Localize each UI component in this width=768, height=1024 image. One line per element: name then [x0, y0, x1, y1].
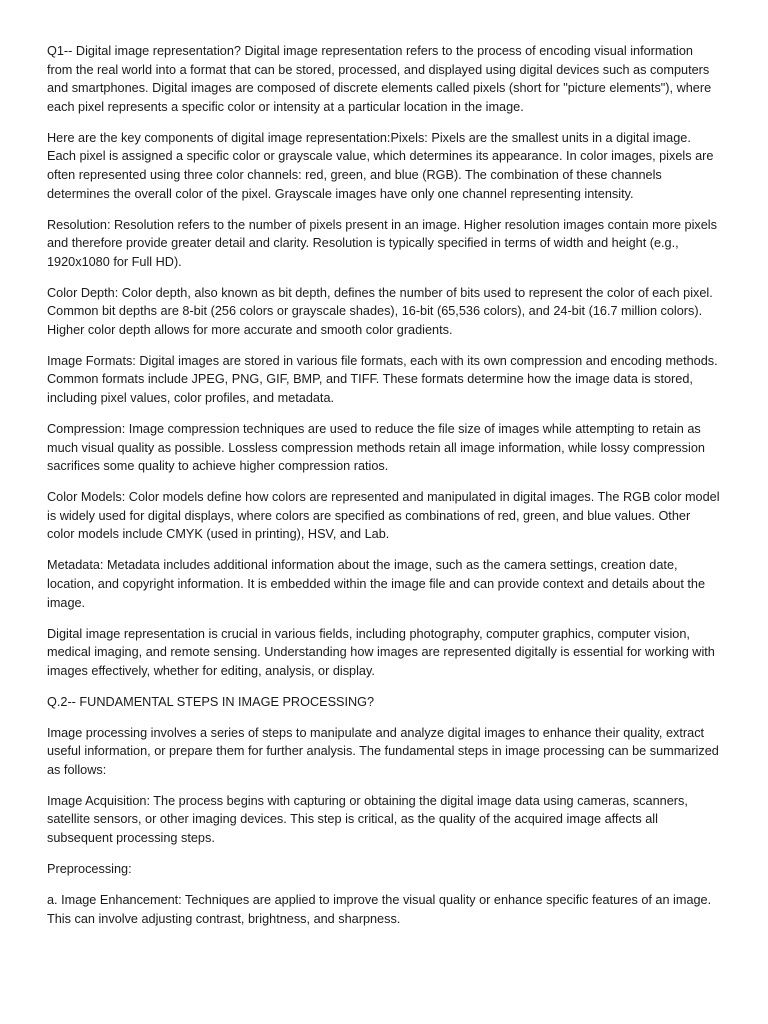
paragraph-processing-intro: Image processing involves a series of steps to manipulate and analyze digital images to enhance their quality, extract useful information, or prepare them for further analysis. The fundamental steps in image processing can be summarized as follows: — [47, 725, 719, 777]
paragraph-image-acquisition: Image Acquisition: The process begins with capturing or obtaining the digital image data using cameras, scanners, satellite sensors, or other imaging devices. This step is critical, as the quality of the acquired image affects all subsequent processing steps. — [47, 793, 688, 846]
paragraph-color-depth: Color Depth: Color depth, also known as bit depth, defines the number of bits used to represent the color of each pixel. Common bit depths are 8-bit (256 colors or grayscale shades), 16-bit (65,536 colors), and 24-bit (16.7 million colors). Higher color depth allows for more accurate and smooth color gradients. — [47, 285, 713, 337]
paragraph-image-enhancement: a. Image Enhancement: Techniques are applied to improve the visual quality or enhance specific features of an image. This can involve adjusting contrast, brightness, and sharpness. — [47, 893, 712, 926]
paragraph-metadata: Metadata: Metadata includes additional information about the image, such as the camera settings, creation date, location, and copyright information. It is embedded within the image file and can provide context and details about the image. — [47, 558, 706, 610]
paragraph-summary: Digital image representation is crucial in various fields, including photography, computer graphics, computer vision, medical imaging, and remote sensing. Understanding how images are represented digitally is essential for working with images effectively, whether for editing, analysis, or display. — [47, 626, 715, 678]
paragraph-compression: Compression: Image compression techniques are used to reduce the file size of images while attempting to retain as much visual quality as possible. Lossless compression methods retain all image information, while lossy compression sacrifices some quality to achieve higher compression ratios. — [47, 422, 705, 474]
paragraph-preprocessing: Preprocessing: — [47, 862, 132, 877]
paragraph-color-models: Color Models: Color models define how colors are represented and manipulated in digital images. The RGB color model is widely used for digital displays, where colors are specified as combinations of red, green, and blue values. Other color models include CMYK (used in printing), HSV, and Lab. — [47, 490, 720, 542]
paragraph-pixels: Here are the key components of digital image representation:Pixels: Pixels are the smallest units in a digital image. Each pixel is assigned a specific color or grayscale value, which determines its appearance. In color images, pixels are often represented using three color channels: red, green, and blue (RGB). The combination of these channels determines the overall color of the pixel. Grayscale images have only one channel representing intensity. — [47, 130, 714, 201]
paragraph-q1-intro: Q1-- Digital image representation? Digital image representation refers to the process of encoding visual information from the real world into a format that can be stored, processed, and displayed using digital devices such as computers and smartphones. Digital images are composed of discrete elements called pixels (short for "picture elements"), where each pixel represents a specific color or intensity at a particular location in the image. — [47, 44, 712, 114]
heading-q2: Q.2-- FUNDAMENTAL STEPS IN IMAGE PROCESSING? — [47, 694, 375, 709]
document-page — [47, 42, 721, 941]
paragraph-image-formats: Image Formats: Digital images are stored in various file formats, each with its own compression and encoding methods. Common formats include JPEG, PNG, GIF, BMP, and TIFF. These formats determine how the image data is stored, including pixel values, color profiles, and metadata. — [47, 353, 718, 406]
paragraph-resolution: Resolution: Resolution refers to the number of pixels present in an image. Higher resolution images contain more pixels and therefore provide greater detail and clarity. Resolution is typically specified in terms of width and height (e.g., 1920x1080 for Full HD). — [47, 217, 717, 269]
